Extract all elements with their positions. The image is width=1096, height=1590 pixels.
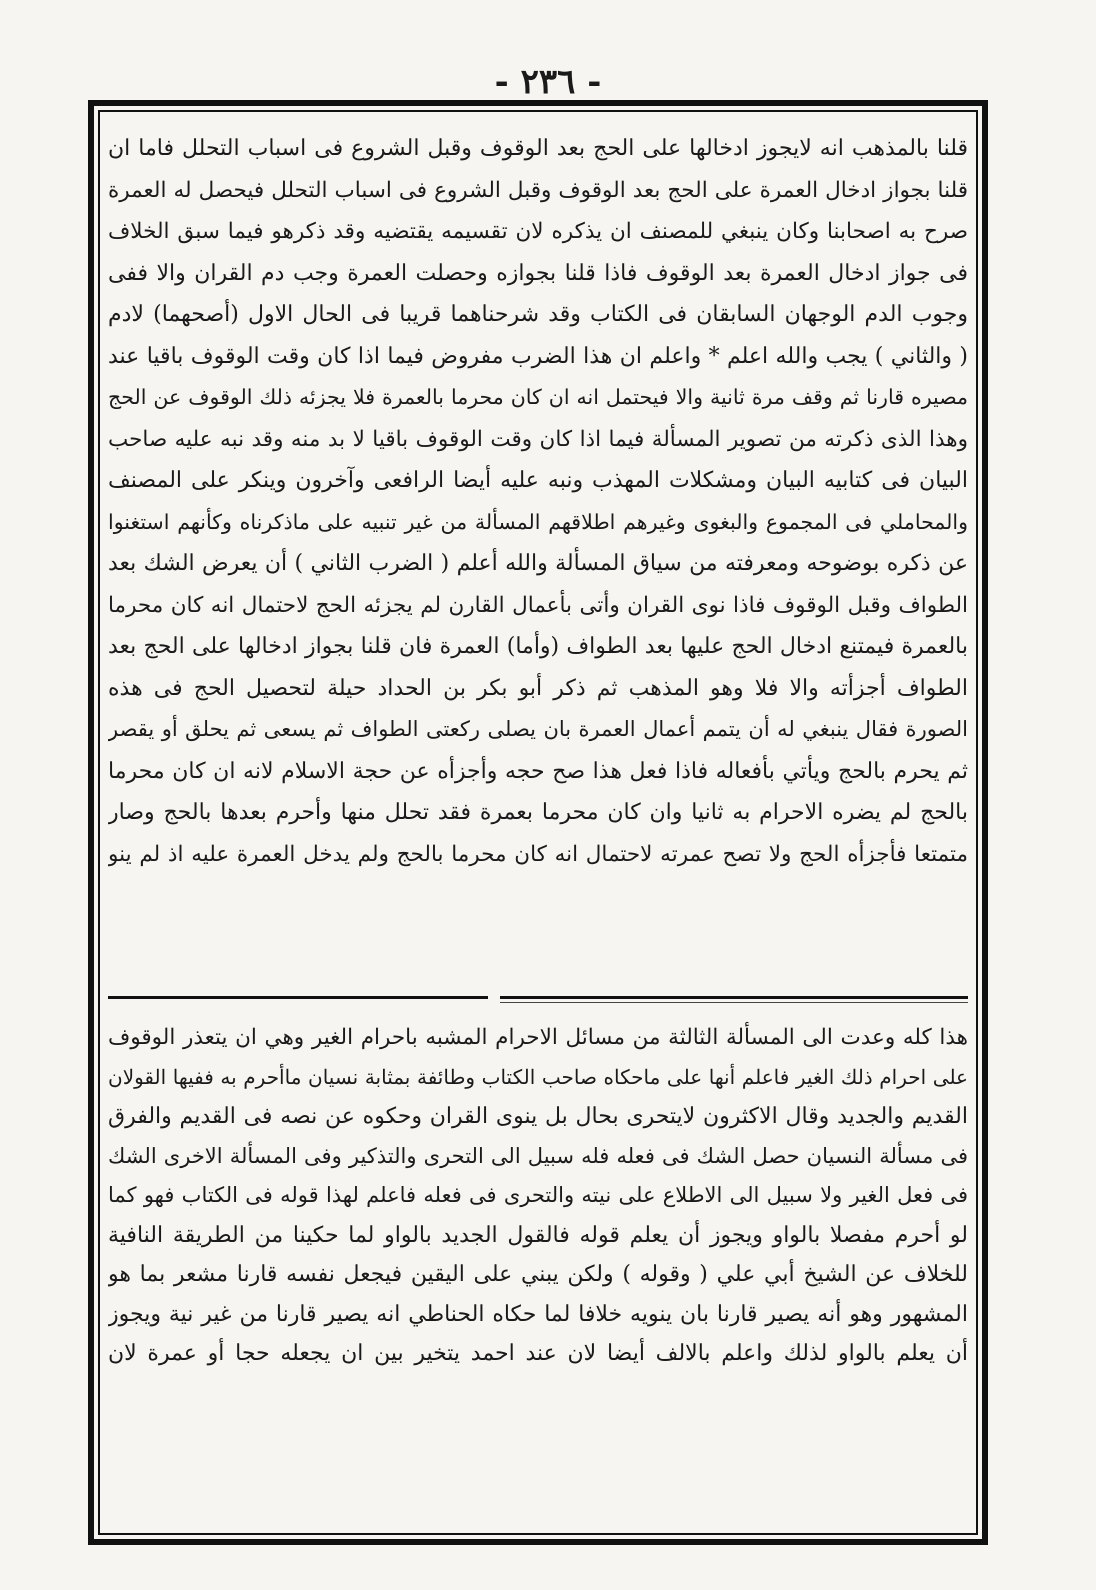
footnote-line: فى مسألة النسيان حصل الشك فى فعله فله سبيل الى التحرى والتذكير وفى المسألة الاخرى الشك — [108, 1143, 968, 1168]
footnote-line: لو أحرم مفصلا بالواو ويجوز أن يعلم قوله فالقول الجديد بالواو لما حكينا من الطريقة النافية — [108, 1222, 968, 1248]
footnote-line: المشهور وهو أنه يصير قارنا بان ينويه خلافا لما حكاه الحناطي انه يصير قارنا من غير نية ويجوز — [108, 1301, 968, 1327]
main-text-line: الطواف أجزأته والا فلا وهو المذهب ثم ذكر أبو بكر بن الحداد حيلة لتحصيل الحج فى هذه — [108, 675, 968, 701]
footnote-text — [108, 1018, 968, 1374]
main-text-line: عن ذكره بوضوحه ومعرفته من سياق المسألة والله أعلم ( الضرب الثاني ) أن يعرض الشك بعد — [108, 551, 968, 576]
footnote-divider-thin — [500, 1002, 968, 1003]
main-text-line: قلنا بجواز ادخال العمرة على الحج بعد الوقوف وقبل الشروع فى اسباب التحلل فيحصل له العمرة — [108, 177, 968, 203]
footnote-line: فى فعل الغير ولا سبيل الى الاطلاع على نيته والتحرى فى فعله فاعلم لهذا قوله فى الكتاب فهو كما — [108, 1183, 968, 1207]
main-text-line: قلنا بالمذهب انه لايجوز ادخالها على الحج بعد الوقوف وقبل الشروع فى اسباب التحلل فاما ان — [108, 136, 968, 161]
footnote-divider-left — [108, 996, 488, 999]
main-text-line: متمتعا فأجزأه الحج ولا تصح عمرته لاحتمال انه كان محرما بالحج ولم يدخل العمرة عليه اذ لم ينو — [108, 841, 968, 867]
main-text-line: الطواف وقبل الوقوف فاذا نوى القران وأتى بأعمال القارن لم يجزئه الحج لاحتمال انه كان محرما — [108, 592, 968, 618]
main-text-line: بالحج لم يضره الاحرام به ثانيا وان كان محرما بعمرة فقد تحلل منها وأحرم بعدها بالحج وصار — [108, 800, 968, 825]
footnote-line: القديم والجديد وقال الاكثرون لايتحرى بحال بل ينوى القران وحكوه عن نصه فى القديم والفرق — [108, 1104, 968, 1129]
main-text-line: مصيره قارنا ثم وقف مرة ثانية والا فيحتمل انه ان كان محرما بالعمرة فلا يجزئه ذلك الوقوف عن الحج — [108, 385, 968, 409]
footnote-divider — [500, 996, 968, 999]
main-text-line: بالعمرة فيمتنع ادخال الحج عليها بعد الطواف (وأما) العمرة فان قلنا بجواز ادخالها على الحج بعد — [108, 634, 968, 659]
page-number: - ٢٣٦ - — [494, 62, 602, 102]
footnote-line: أن يعلم بالواو لذلك واعلم بالالف أيضا لان عند احمد يتخير بين ان يجعله حجا أو عمرة لان — [108, 1341, 968, 1366]
main-text-line: والمحاملي فى المجموع والبغوى وغيرهم اطلاقهم المسألة من غير تنبيه على ماذكرناه وكأنهم استغنوا — [108, 509, 968, 534]
main-text-line: الصورة فقال ينبغي له أن يتمم أعمال العمرة بان يصلى ركعتى الطواف ثم يسعى ثم يحلق أو يقصر — [108, 717, 968, 741]
main-text-line: وهذا الذى ذكرته من تصوير المسألة فيما اذا كان وقت الوقوف باقيا لا بد منه وقد نبه عليه صاحب — [108, 426, 968, 452]
main-text-line: فى جواز ادخال العمرة بعد الوقوف فاذا قلنا بجوازه وحصلت العمرة وجب دم القران والا ففى — [108, 260, 968, 286]
main-text-line: ( والثاني ) يجب والله اعلم * واعلم ان هذا الضرب مفروض فيما اذا كان وقت الوقوف باقيا عند — [108, 343, 968, 369]
main-text-line: ثم يحرم بالحج ويأتي بأفعاله فاذا فعل هذا صح حجه وأجزأه عن حجة الاسلام لانه ان كان محرما — [108, 758, 968, 784]
main-text — [108, 128, 968, 875]
footnote-line: للخلاف عن الشيخ أبي علي ( وقوله ) ولكن يبني على اليقين فيجعل نفسه قارنا مشعر بما هو — [108, 1262, 968, 1287]
main-text-line: صرح به اصحابنا وكان ينبغي للمصنف ان يذكره لان تقسيمه يقتضيه وقد ذكرهو فيما سبق الخلاف — [108, 219, 968, 244]
footnote-line: هذا كله وعدت الى المسألة الثالثة من مسائل الاحرام المشبه باحرام الغير وهي ان يتعذر الوقوف — [108, 1025, 968, 1050]
main-text-line: البيان فى كتابيه البيان ومشكلات المهذب ونبه عليه أيضا الرافعى وآخرون وينكر على المصنف — [108, 468, 968, 493]
footnote-line: على احرام ذلك الغير فاعلم أنها على ماحكاه صاحب الكتاب وطائفة بمثابة نسيان ماأحرم به ففيها القولان — [108, 1064, 968, 1089]
main-text-line: وجوب الدم الوجهان السابقان فى الكتاب وقد شرحناهما قريبا فى الحال الاول (أصحهما) لادم — [108, 302, 968, 327]
